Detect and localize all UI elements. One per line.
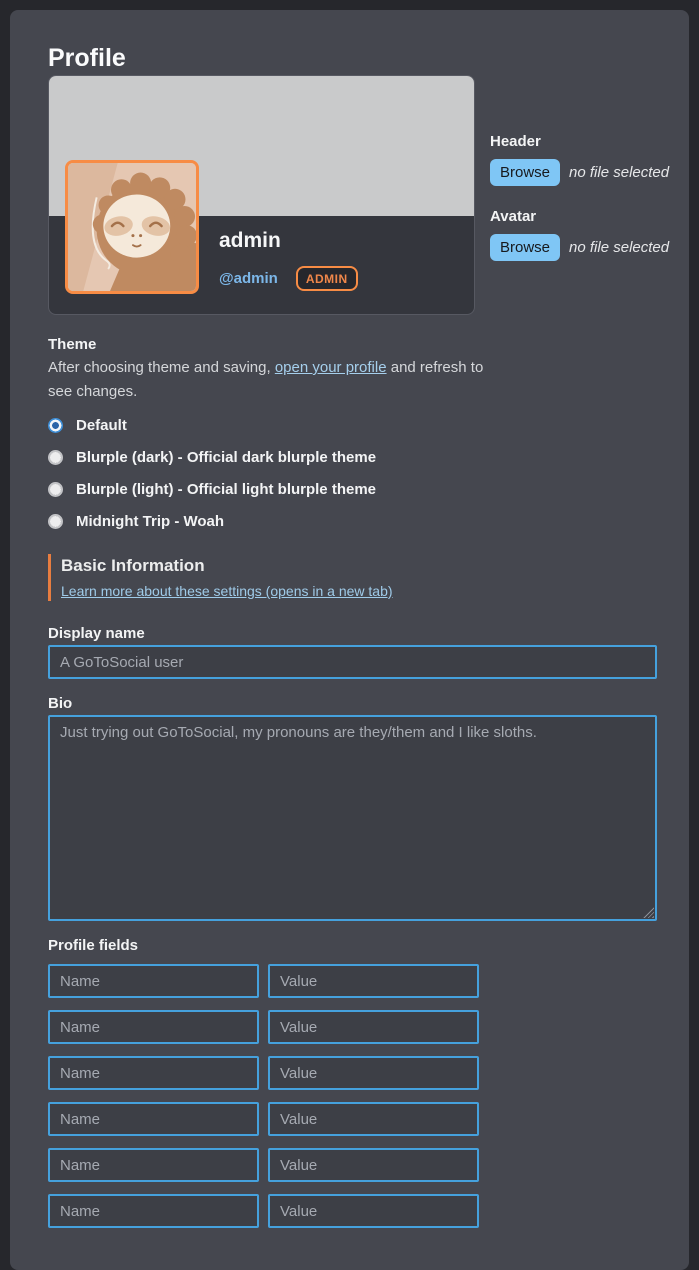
field-name-input-5[interactable] — [48, 1148, 259, 1182]
field-value-input-2[interactable] — [268, 1010, 479, 1044]
field-value-input-5[interactable] — [268, 1148, 479, 1182]
admin-role-badge: ADMIN — [296, 266, 358, 291]
profile-fields-label: Profile fields — [48, 937, 139, 954]
field-name-input-4[interactable] — [48, 1102, 259, 1136]
basic-information-heading: Basic Information — [61, 556, 205, 575]
preview-username: @admin — [219, 270, 278, 287]
profile-field-row — [48, 1056, 667, 1090]
theme-section-label: Theme — [48, 336, 97, 353]
profile-field-row — [48, 1102, 667, 1136]
field-name-input-3[interactable] — [48, 1056, 259, 1090]
field-value-input-3[interactable] — [268, 1056, 479, 1090]
theme-radio-group — [48, 414, 667, 532]
display-name-label: Display name — [48, 625, 145, 642]
avatar-image — [65, 160, 199, 294]
avatar-file-row — [490, 234, 669, 261]
theme-option-blurple-dark[interactable] — [48, 446, 667, 468]
radio-button-blurple-light[interactable] — [48, 482, 63, 497]
profile-preview-row — [48, 75, 670, 315]
avatar-upload-label: Avatar — [490, 208, 537, 225]
theme-description — [48, 356, 484, 404]
field-value-input-6[interactable] — [268, 1194, 479, 1228]
profile-field-row — [48, 964, 667, 998]
radio-label-blurple-dark: Blurple (dark) - Official dark blurple theme — [76, 448, 377, 466]
radio-button-blurple-dark[interactable] — [48, 450, 63, 465]
profile-preview-card — [48, 75, 475, 315]
radio-button-default[interactable] — [48, 418, 63, 433]
preview-handle-row — [219, 266, 358, 291]
field-value-input-4[interactable] — [268, 1102, 479, 1136]
page-title: Profile — [48, 44, 126, 72]
avatar-browse-button[interactable]: Browse — [490, 234, 560, 261]
profile-field-row — [48, 1194, 667, 1228]
field-name-input-2[interactable] — [48, 1010, 259, 1044]
radio-label-blurple-light: Blurple (light) - Official light blurple theme — [76, 480, 376, 498]
profile-field-row — [48, 1010, 667, 1044]
radio-label-midnight-trip: Midnight Trip - Woah — [76, 512, 225, 530]
avatar-file-status: no file selected — [569, 239, 670, 256]
header-file-row — [490, 159, 669, 186]
theme-option-default[interactable] — [48, 414, 667, 436]
field-name-input-6[interactable] — [48, 1194, 259, 1228]
preview-display-name: admin — [219, 229, 281, 252]
theme-option-blurple-light[interactable] — [48, 478, 667, 500]
header-upload-label: Header — [490, 133, 541, 150]
theme-option-midnight-trip[interactable] — [48, 510, 667, 532]
sloth-avatar-icon — [68, 163, 196, 291]
preview-info — [219, 229, 358, 291]
bio-textarea-wrap — [48, 715, 657, 921]
field-name-input-1[interactable] — [48, 964, 259, 998]
settings-panel — [10, 10, 689, 1270]
header-browse-button[interactable]: Browse — [490, 159, 560, 186]
bio-textarea[interactable] — [48, 715, 657, 921]
learn-more-link[interactable]: Learn more about these settings (opens in a new tab) — [61, 583, 393, 599]
bio-label: Bio — [48, 695, 73, 712]
profile-field-row — [48, 1148, 667, 1182]
upload-column — [490, 75, 669, 281]
display-name-input[interactable] — [48, 645, 657, 679]
theme-description-before: After choosing theme and saving, — [48, 359, 275, 376]
field-value-input-1[interactable] — [268, 964, 479, 998]
open-your-profile-link[interactable]: open your profile — [274, 359, 387, 376]
radio-button-midnight-trip[interactable] — [48, 514, 63, 529]
radio-label-default: Default — [76, 416, 127, 434]
basic-information-section-head — [48, 554, 667, 601]
theme-description-after: and refresh to see changes. — [48, 359, 484, 400]
header-file-status: no file selected — [569, 164, 670, 181]
